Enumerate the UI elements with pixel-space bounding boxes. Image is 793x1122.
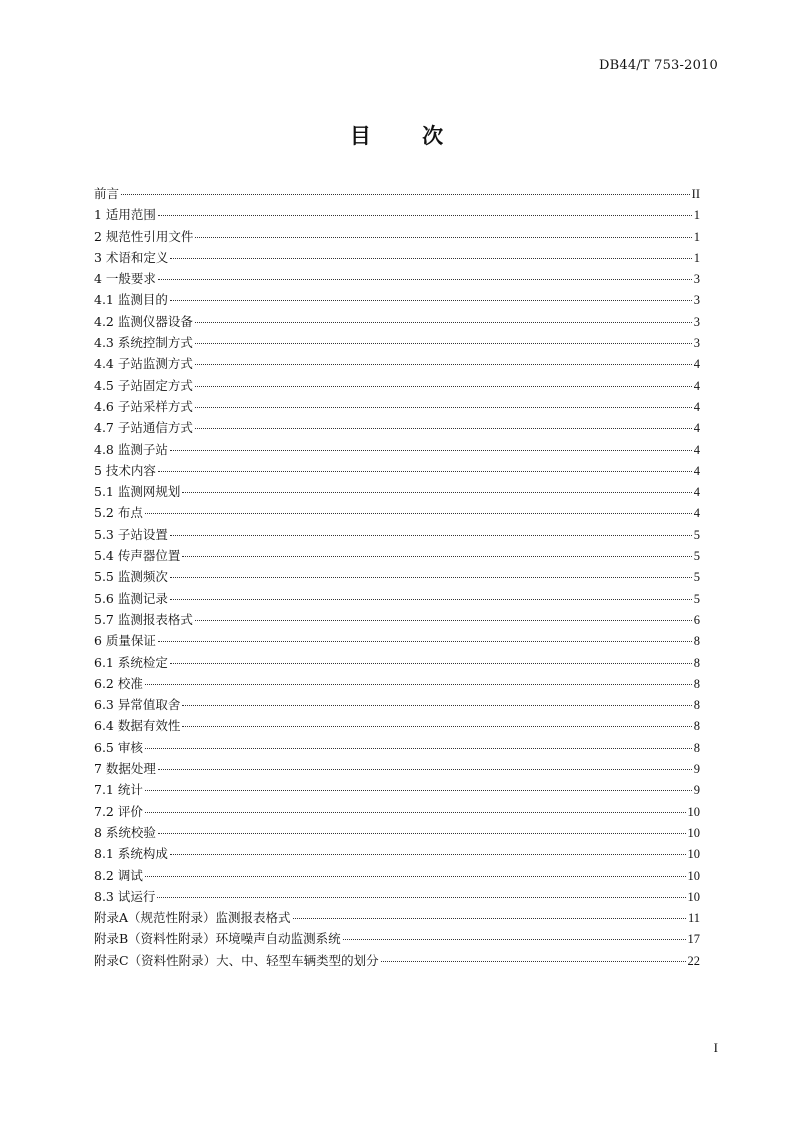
toc-entry-page: 10 — [687, 847, 700, 862]
page-title: 目 次 — [349, 124, 466, 148]
toc-entry[interactable] — [94, 397, 700, 418]
toc-entry-label: 5.4 传声器位置 — [94, 548, 181, 564]
toc-entry-label: 前言 — [94, 186, 120, 201]
toc-entry-page: 3 — [693, 293, 700, 308]
toc-dot-leader — [182, 492, 691, 493]
toc-entry-label: 5.3 子站设置 — [94, 526, 168, 542]
toc-entry[interactable] — [94, 376, 700, 397]
toc-dot-leader — [170, 450, 692, 451]
toc-dot-leader — [195, 322, 692, 323]
toc-entry[interactable] — [94, 929, 700, 950]
toc-entry[interactable] — [94, 567, 700, 588]
toc-entry-label: 4.8 监测子站 — [94, 441, 168, 457]
toc-entry[interactable] — [94, 887, 700, 908]
toc-dot-leader — [157, 897, 685, 898]
document-code: DB44/T 753-2010 — [599, 58, 718, 73]
toc-entry[interactable] — [94, 653, 700, 674]
toc-dot-leader — [158, 279, 692, 280]
toc-entry-label: 4.6 子站采样方式 — [94, 398, 193, 414]
toc-dot-leader — [145, 748, 692, 749]
toc-entry-label: 附录A（规范性附录）监测报表格式 — [94, 910, 291, 926]
toc-entry[interactable] — [94, 695, 700, 716]
toc-entry-page: 4 — [693, 421, 700, 436]
toc-entry-page: 17 — [687, 932, 700, 947]
toc-entry-label: 4.3 系统控制方式 — [94, 335, 193, 351]
toc-dot-leader — [195, 237, 691, 238]
toc-dot-leader — [381, 961, 686, 962]
toc-entry-label: 8 系统校验 — [94, 824, 156, 840]
toc-dot-leader — [195, 386, 692, 387]
toc-entry-label: 3 术语和定义 — [94, 249, 169, 265]
toc-entry[interactable] — [94, 503, 700, 524]
toc-entry-label: 5.5 监测频次 — [94, 569, 168, 585]
toc-entry[interactable] — [94, 312, 700, 333]
toc-entry-page: II — [691, 187, 700, 201]
toc-entry-page: 1 — [693, 250, 700, 265]
toc-entry-page: 4 — [693, 485, 700, 500]
toc-entry[interactable] — [94, 248, 700, 269]
toc-entry-label: 8.3 试运行 — [94, 888, 156, 904]
toc-dot-leader — [195, 428, 692, 429]
toc-entry-page: 6 — [693, 612, 700, 627]
toc-entry-label: 4.2 监测仪器设备 — [94, 313, 193, 329]
toc-dot-leader — [293, 918, 686, 919]
toc-entry-label: 7 数据处理 — [94, 761, 156, 777]
toc-entry-page: 8 — [693, 740, 700, 755]
toc-entry[interactable] — [94, 951, 700, 972]
toc-entry[interactable] — [94, 482, 700, 503]
toc-entry-label: 7.1 统计 — [94, 782, 143, 798]
toc-dot-leader — [158, 471, 692, 472]
toc-entry[interactable] — [94, 716, 700, 737]
toc-entry-label: 附录C（资料性附录）大、中、轻型车辆类型的划分 — [94, 952, 379, 968]
toc-entry-label: 6.1 系统检定 — [94, 654, 168, 670]
toc-entry-label: 6.5 审核 — [94, 739, 143, 755]
toc-entry-label: 4.1 监测目的 — [94, 292, 168, 308]
toc-entry[interactable] — [94, 589, 700, 610]
toc-entry-label: 6.3 异常值取舍 — [94, 697, 181, 713]
toc-entry-page: 9 — [693, 762, 700, 777]
toc-entry-page: 8 — [693, 676, 700, 691]
toc-entry-label: 5.6 监测记录 — [94, 590, 168, 606]
toc-entry-page: 3 — [693, 336, 700, 351]
toc-entry[interactable] — [94, 440, 700, 461]
toc-entry-label: 5 技术内容 — [94, 462, 156, 478]
toc-entry-page: 4 — [693, 442, 700, 457]
toc-entry-page: 4 — [693, 506, 700, 521]
toc-entry-page: 10 — [687, 868, 700, 883]
toc-entry[interactable] — [94, 866, 700, 887]
toc-entry[interactable] — [94, 823, 700, 844]
toc-entry-page: 5 — [693, 527, 700, 542]
toc-entry[interactable] — [94, 525, 700, 546]
toc-dot-leader — [121, 194, 690, 195]
toc-entry[interactable] — [94, 780, 700, 801]
toc-entry-page: 9 — [693, 783, 700, 798]
toc-dot-leader — [158, 641, 692, 642]
toc-dot-leader — [170, 599, 692, 600]
toc-entry-label: 6 质量保证 — [94, 633, 156, 649]
toc-entry[interactable] — [94, 227, 700, 248]
toc-entry[interactable] — [94, 908, 700, 929]
toc-entry[interactable] — [94, 269, 700, 290]
toc-dot-leader — [182, 556, 691, 557]
toc-entry-label: 4 一般要求 — [94, 271, 156, 287]
toc-entry-page: 1 — [693, 208, 700, 223]
toc-dot-leader — [145, 790, 692, 791]
toc-dot-leader — [195, 364, 692, 365]
toc-entry-page: 8 — [693, 719, 700, 734]
toc-dot-leader — [145, 812, 686, 813]
toc-dot-leader — [182, 705, 691, 706]
toc-entry-page: 5 — [693, 591, 700, 606]
toc-entry-label: 5.1 监测网规划 — [94, 484, 181, 500]
toc-entry[interactable] — [94, 610, 700, 631]
toc-entry-page: 8 — [693, 655, 700, 670]
toc-entry[interactable] — [94, 205, 700, 226]
table-of-contents — [94, 184, 700, 972]
toc-entry-label: 2 规范性引用文件 — [94, 228, 194, 244]
toc-entry-label: 附录B（资料性附录）环境噪声自动监测系统 — [94, 931, 341, 947]
toc-dot-leader — [158, 769, 692, 770]
toc-entry[interactable] — [94, 844, 700, 865]
toc-entry[interactable] — [94, 759, 700, 780]
toc-dot-leader — [343, 939, 686, 940]
toc-entry-page: 1 — [693, 229, 700, 244]
toc-dot-leader — [170, 258, 691, 259]
toc-entry-label: 6.4 数据有效性 — [94, 718, 181, 734]
toc-entry-label: 7.2 评价 — [94, 803, 143, 819]
toc-entry-label: 5.2 布点 — [94, 505, 143, 521]
toc-entry[interactable] — [94, 354, 700, 375]
toc-dot-leader — [170, 300, 692, 301]
toc-entry-page: 8 — [693, 634, 700, 649]
toc-entry[interactable] — [94, 631, 700, 652]
toc-entry[interactable] — [94, 418, 700, 439]
toc-entry-label: 6.2 校准 — [94, 675, 143, 691]
toc-entry[interactable] — [94, 290, 700, 311]
toc-dot-leader — [145, 513, 692, 514]
toc-entry-page: 10 — [687, 889, 700, 904]
toc-dot-leader — [182, 726, 691, 727]
toc-entry-label: 8.1 系统构成 — [94, 846, 168, 862]
toc-entry[interactable] — [94, 461, 700, 482]
toc-entry[interactable] — [94, 738, 700, 759]
toc-entry-page: 5 — [693, 549, 700, 564]
toc-entry-label: 5.7 监测报表格式 — [94, 611, 193, 627]
toc-entry-page: 11 — [687, 911, 700, 926]
toc-entry[interactable] — [94, 802, 700, 823]
toc-entry-page: 10 — [687, 825, 700, 840]
toc-entry-label: 1 适用范围 — [94, 207, 156, 223]
toc-entry-page: 8 — [693, 698, 700, 713]
toc-entry-page: 3 — [693, 314, 700, 329]
toc-entry-label: 4.5 子站固定方式 — [94, 377, 193, 393]
toc-entry-page: 22 — [687, 953, 700, 968]
toc-dot-leader — [158, 215, 692, 216]
toc-dot-leader — [195, 407, 692, 408]
toc-dot-leader — [158, 833, 686, 834]
toc-entry[interactable] — [94, 184, 700, 205]
toc-entry-page: 3 — [693, 272, 700, 287]
toc-entry-page: 4 — [693, 463, 700, 478]
toc-entry-page: 4 — [693, 378, 700, 393]
toc-entry[interactable] — [94, 333, 700, 354]
toc-dot-leader — [170, 663, 692, 664]
toc-dot-leader — [195, 620, 692, 621]
toc-dot-leader — [170, 854, 686, 855]
toc-entry[interactable] — [94, 674, 700, 695]
toc-dot-leader — [170, 535, 692, 536]
toc-entry-page: 10 — [687, 804, 700, 819]
toc-entry-label: 4.7 子站通信方式 — [94, 420, 193, 436]
toc-dot-leader — [170, 577, 692, 578]
toc-entry-page: 5 — [693, 570, 700, 585]
toc-dot-leader — [145, 876, 686, 877]
toc-entry-label: 8.2 调试 — [94, 867, 143, 883]
toc-dot-leader — [195, 343, 692, 344]
toc-entry-page: 4 — [693, 357, 700, 372]
page-number: I — [713, 1040, 718, 1055]
toc-entry-page: 4 — [693, 399, 700, 414]
toc-entry[interactable] — [94, 546, 700, 567]
toc-dot-leader — [145, 684, 692, 685]
toc-entry-label: 4.4 子站监测方式 — [94, 356, 193, 372]
